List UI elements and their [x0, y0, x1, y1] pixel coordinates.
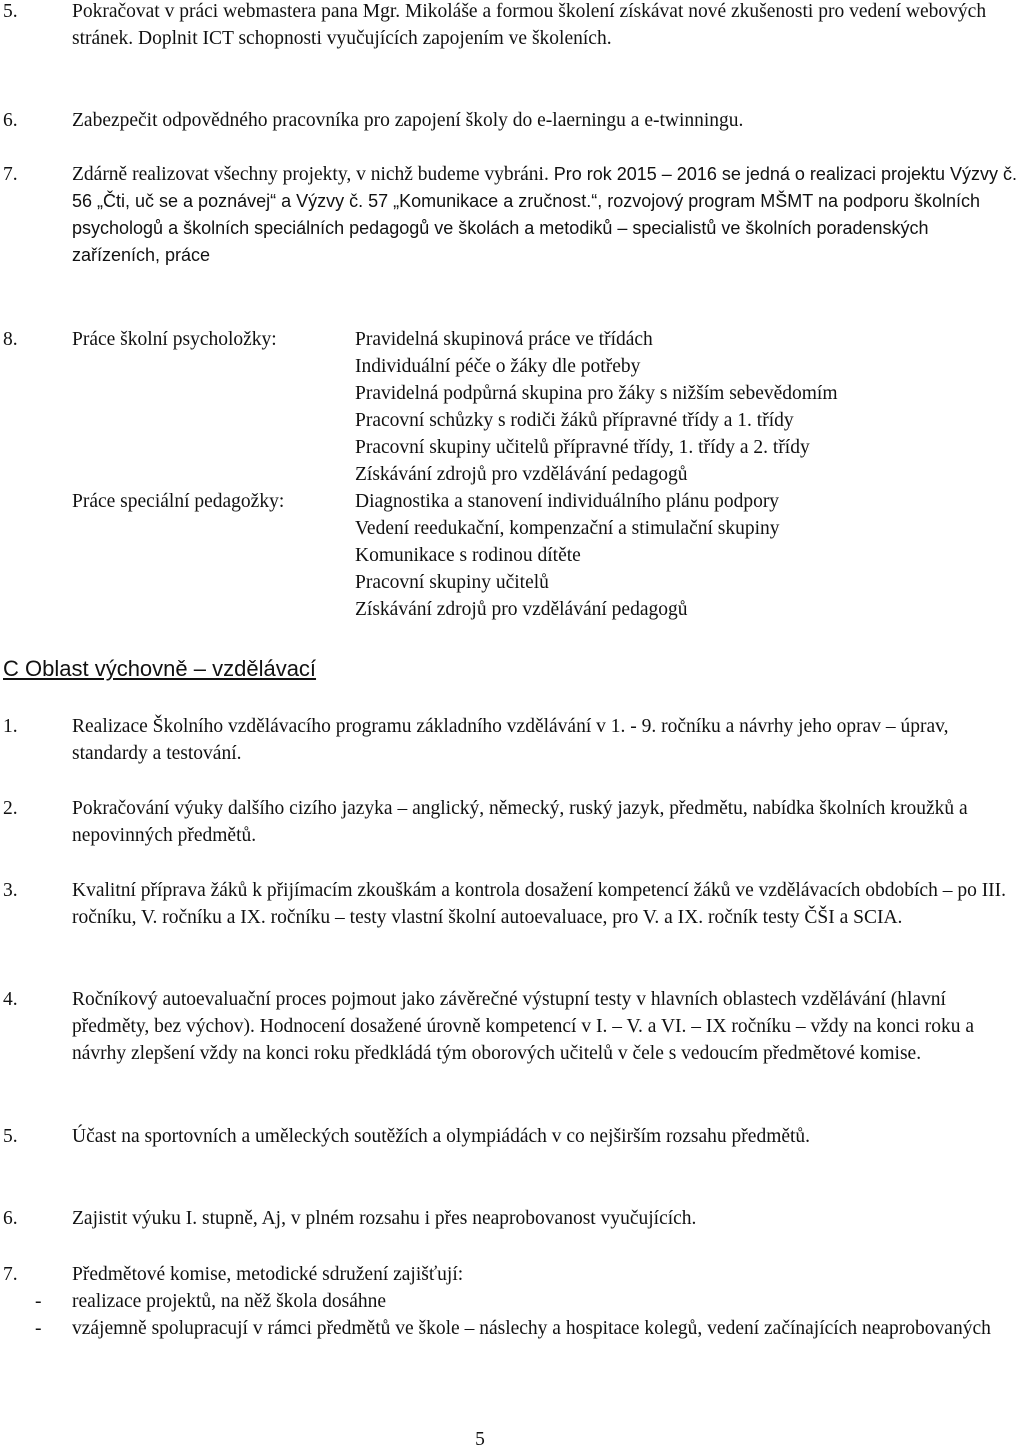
section-c-item-2	[0, 795, 1032, 849]
dash-text: vzájemně spolupracují v rámci předmětů ve škole – náslechy a hospitace kolegů, vedení začínajících neaprobovaných	[72, 1318, 991, 1339]
list-text-sans: Pro rok 2015 – 2016 se jedná o realizaci projektu Výzvy č. 56 „Čti, uč se a poznávej“ a Výzvy č. 57 „Komunikace a zručnost.“, rozvojový program MŠMT na podporu školních psychologů a školních speciálních pedagogů ve školách a metodiků – specialistů ve školních poradenských zařízeních, práce	[72, 164, 1017, 265]
dash-bullet: -	[35, 1318, 42, 1339]
dash-text: realizace projektů, na něž škola dosáhne	[72, 1291, 387, 1312]
list-number: 6.	[3, 110, 18, 131]
list-number: 4.	[3, 989, 18, 1010]
list-text: Zdárně realizovat všechny projekty, v nichž budeme vybráni.	[72, 164, 554, 185]
special-pedagogue-row	[72, 488, 1020, 623]
list-text: Pokračovat v práci webmastera pana Mgr. Mikoláše a formou školení získávat nové zkušenosti pro vedení webových stránek. Doplnit ICT schopnosti vyučujících zapojením ve školeních.	[72, 1, 987, 49]
task-item: Diagnostika a stanovení individuálního plánu podpory	[355, 491, 780, 512]
section-heading: C Oblast výchovně – vzdělávací	[3, 656, 317, 681]
list-text: Kvalitní příprava žáků k přijímacím zkouškám a kontrola dosažení kompetencí žáků ve vzdělávacích obdobích – po III. ročníku, V. ročníku a IX. ročníku – testy vlastní školní autoevaluace, pro V. a IX. ročník testy ČŠI a SCIA.	[72, 880, 1007, 928]
section-c-item-6	[0, 1205, 1032, 1232]
page-number: 5	[475, 1429, 485, 1450]
psychologist-row	[72, 326, 1020, 488]
list-number: 8.	[3, 329, 18, 350]
task-item: Pracovní schůzky s rodiči žáků přípravné třídy a 1. třídy	[355, 410, 794, 431]
list-number: 3.	[3, 880, 18, 901]
task-item: Pracovní skupiny učitelů přípravné třídy, 1. třídy a 2. třídy	[355, 437, 810, 458]
task-item: Pravidelná podpůrná skupina pro žáky s nižším sebevědomím	[355, 383, 838, 404]
special-pedagogue-label: Práce speciální pedagožky:	[72, 491, 285, 512]
task-item: Pravidelná skupinová práce ve třídách	[355, 329, 653, 350]
psychologist-task-list	[355, 326, 1020, 488]
task-item: Individuální péče o žáky dle potřeby	[355, 356, 641, 377]
list-item-6	[0, 107, 1032, 134]
psychologist-label: Práce školní psycholožky:	[72, 329, 277, 350]
section-c-item-3	[0, 877, 1032, 931]
list-number: 7.	[3, 1264, 18, 1285]
dash-item	[0, 1315, 1020, 1342]
list-text: Předmětové komise, metodické sdružení zajišťují:	[72, 1264, 464, 1285]
dash-item	[0, 1288, 1020, 1315]
task-item: Získávání zdrojů pro vzdělávání pedagogů	[355, 599, 688, 620]
list-number: 5.	[3, 1126, 18, 1147]
list-text: Pokračování výuky dalšího cizího jazyka – anglický, německý, ruský jazyk, předmětu, nabídka školních kroužků a nepovinných předmětů.	[72, 798, 968, 846]
list-text: Zabezpečit odpovědného pracovníka pro zapojení školy do e-laerningu a e-twinningu.	[72, 110, 744, 131]
list-number: 6.	[3, 1208, 18, 1229]
list-number: 2.	[3, 798, 18, 819]
section-c-item-4	[0, 986, 1032, 1067]
task-item: Komunikace s rodinou dítěte	[355, 545, 581, 566]
list-item-8	[0, 326, 1020, 623]
dash-bullet: -	[35, 1291, 42, 1312]
list-text: Zajistit výuku I. stupně, Aj, v plném rozsahu i přes neaprobovanost vyučujících.	[72, 1208, 697, 1229]
list-text: Realizace Školního vzdělávacího programu základního vzdělávání v 1. - 9. ročníku a návrhy jeho oprav – úprav, standardy a testování.	[72, 716, 949, 764]
section-c-item-5	[0, 1123, 1032, 1150]
task-item: Získávání zdrojů pro vzdělávání pedagogů	[355, 464, 688, 485]
list-number: 7.	[3, 164, 18, 185]
task-item: Vedení reedukační, kompenzační a stimulační skupiny	[355, 518, 780, 539]
section-c-item-1	[0, 713, 1032, 767]
list-number: 1.	[3, 716, 18, 737]
task-item: Pracovní skupiny učitelů	[355, 572, 549, 593]
list-text: Účast na sportovních a uměleckých soutěžích a olympiádách v co nejširším rozsahu předmětů.	[72, 1126, 811, 1147]
list-item-5	[0, 0, 1032, 52]
list-text: Ročníkový autoevaluační proces pojmout jako závěrečné výstupní testy v hlavních oblastech vzdělávání (hlavní předměty, bez výchov). Hodnocení dosažené úrovně kompetencí v I. – V. a VI. – IX ročníku – vždy na konci roku a návrhy zlepšení vždy na konci roku předkládá tým oborových učitelů v čele s vedoucím předmětové komise.	[72, 989, 974, 1064]
special-pedagogue-task-list	[355, 488, 1020, 623]
section-c-item-7	[0, 1261, 1032, 1288]
list-number: 5.	[3, 1, 18, 22]
list-item-7	[0, 161, 1032, 269]
